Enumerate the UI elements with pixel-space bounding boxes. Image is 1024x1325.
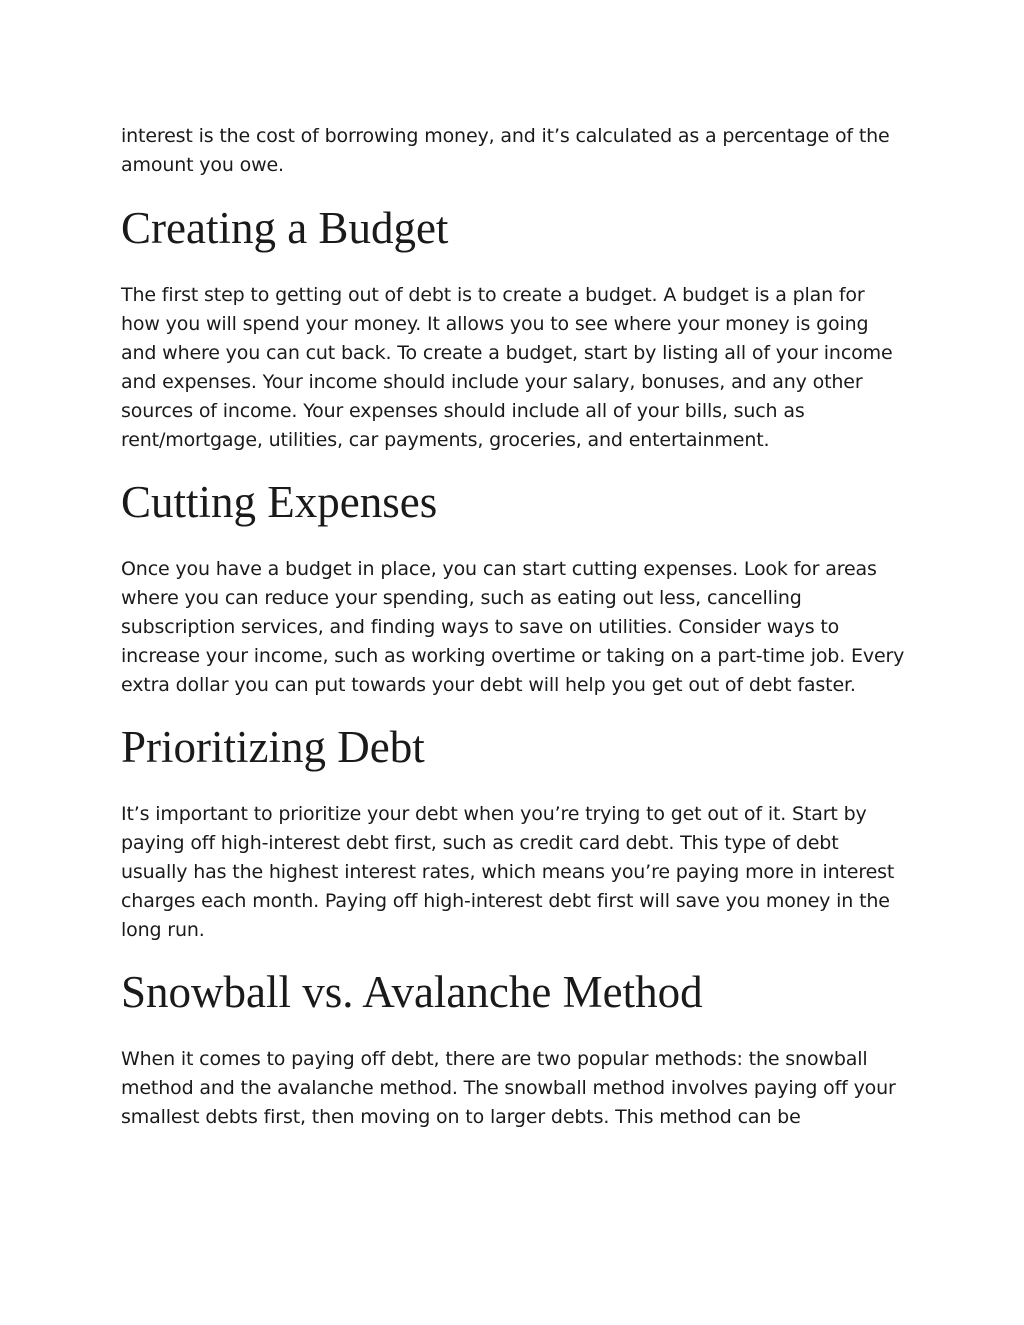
paragraph-prioritizing-debt: It’s important to prioritize your debt when you’re trying to get out of it. Start by paying off high-interest debt first, such as credit card debt. This type of debt usually has the highest interest rates, which means you’re paying more in interest charges each month. Paying off high-interest debt first will save you money in the long run. — [121, 803, 895, 941]
document-content — [121, 122, 907, 1132]
intro-paragraph: interest is the cost of borrowing money, and it’s calculated as a percentage of the amount you owe. — [121, 125, 890, 176]
heading-snowball-vs-avalanche: Snowball vs. Avalanche Method — [121, 967, 703, 1017]
paragraph-cutting-expenses: Once you have a budget in place, you can start cutting expenses. Look for areas where you can reduce your spending, such as eating out less, cancelling subscription services, and finding ways to save on utilities. Consider ways to increase your income, such as working overtime or taking on a part-time job. Every extra dollar you can put towards your debt will help you get out of debt faster. — [121, 558, 905, 696]
paragraph-snowball-vs-avalanche: When it comes to paying off debt, there are two popular methods: the snowball method and the avalanche method. The snowball method involves paying off your smallest debts first, then moving on to larger debts. This method can be — [121, 1048, 896, 1128]
paragraph-creating-a-budget: The first step to getting out of debt is to create a budget. A budget is a plan for how you will spend your money. It allows you to see where your money is going and where you can cut back. To create a budget, start by listing all of your income and expenses. Your income should include your salary, bonuses, and any other sources of income. Your expenses should include all of your bills, such as rent/mortgage, utilities, car payments, groceries, and entertainment. — [121, 284, 893, 451]
heading-creating-a-budget: Creating a Budget — [121, 203, 449, 253]
heading-cutting-expenses: Cutting Expenses — [121, 477, 438, 527]
heading-prioritizing-debt: Prioritizing Debt — [121, 722, 425, 772]
